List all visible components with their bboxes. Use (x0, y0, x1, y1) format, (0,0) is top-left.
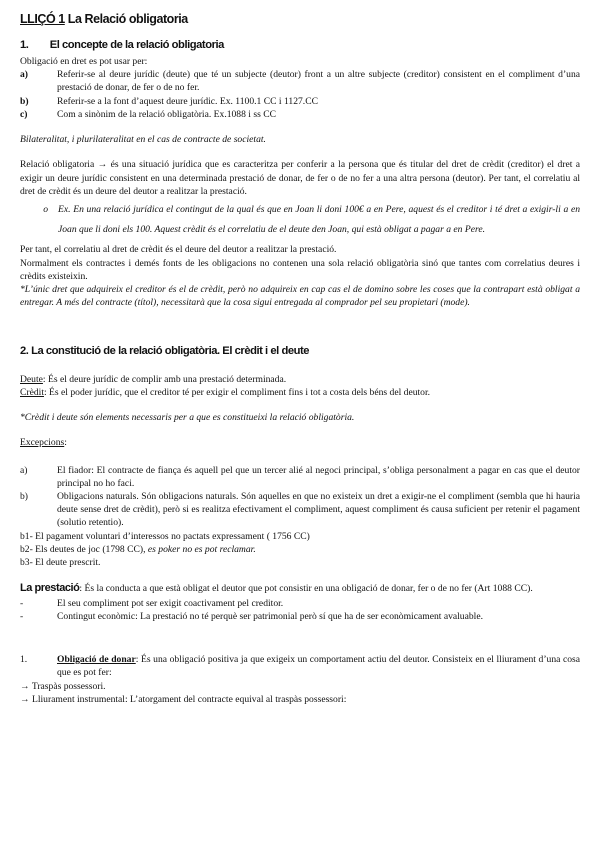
obligacio-donar-text: : És una obligació positiva ja que exigeix un comportament actiu del deutor. Consisteix en el lliurament d’una cosa que es pot fer: (57, 654, 580, 679)
s1-note: *L’únic dret que adquireix el creditor és el de crèdit, però no adquireix en cap cas el de domino sobre les coses que la contrapart està obligat a entregar. A més del contracte (títol), necessitarà que la cosa sigui entregada al comprador pel seu propietari (mode). (20, 284, 580, 309)
lesson-title (20, 12, 580, 27)
bullet-text: El seu compliment pot ser exigit coactivament pel creditor. (57, 597, 284, 609)
spacer (20, 399, 580, 411)
s1-example-bullet: o (43, 204, 48, 216)
spacer (20, 424, 580, 436)
spacer (20, 623, 580, 653)
section-2-heading: 2. La constitució de la relació obligatòria. El crèdit i el deute (20, 344, 310, 357)
prestacio-bullet-2 (20, 610, 580, 623)
exception-a-marker: a) (20, 464, 28, 476)
spacer (20, 146, 580, 158)
credit-label: Crèdit (20, 386, 44, 398)
exception-b1: b1- El pagament voluntari d’interessos no pactats expressament ( 1756 CC) (20, 530, 310, 542)
exception-b-text: Obligacions naturals. Són obligacions naturals. Són aquelles en que no existeix un dret a exigir-ne el compliment (sembla que hi hauria deute sense dret de crèdit), però si es realitza efectivament el compliment, aquest compliment és causa suficient per retenir el pagament (solutio retentio). (57, 491, 580, 529)
exception-b2 (20, 543, 580, 556)
arrow-traspas: → Traspàs possessori. (20, 680, 106, 692)
s1-item-c-marker: c) (20, 108, 28, 120)
s1-item-a-text: Referir-se al deure jurídic (deute) que té un subjecte (deutor) front a un altre subjecte (creditor) consistent en el compliment d’una prestació de donar, de fer o de no fer. (57, 69, 580, 94)
s1-item-c-text: Com a sinònim de la relació obligatòria. Ex.1088 i ss CC (57, 108, 277, 120)
s1-bilateral: Bilateralitat, i plurilateralitat en el cas de contracte de societat. (20, 134, 266, 146)
excepcions-colon: : (64, 437, 67, 449)
exception-b-marker: b) (20, 491, 28, 502)
obligacio-donar (20, 653, 580, 679)
exception-b2-text: b2- Els deutes de joc (1798 CC), (20, 543, 148, 555)
s1-item-a (20, 68, 580, 94)
lesson-title-text: La Relació obligatoria (64, 12, 188, 26)
bullet-marker: - (20, 597, 24, 609)
s1-item-b-text: Referir-se a la font d’aquest deure jurídic. Ex. 1100.1 CC i 1127.CC (57, 95, 318, 107)
section-1-heading: 1. El concepte de la relació obligatoria (20, 39, 224, 51)
spacer (20, 569, 580, 581)
exception-b3: b3- El deute prescrit. (20, 557, 101, 569)
obligacio-donar-body (57, 653, 580, 679)
exception-a (20, 464, 580, 490)
bullet-text: Contingut econòmic: La prestació no té perquè ser patrimonial però sí que ha de ser econòmicament avaluable. (57, 610, 483, 622)
s2-credit (20, 386, 580, 399)
s1-definition: Relació obligatoria → és una situació jurídica que es caracteritza per conferir a la persona que és titular del dret de crèdit (creditor) el dret a exigir un deure jurídic consistent en una determinada prestació de donar, de fer o de no fer a una altra persona (deutor). Per tant, el correlatiu al dret de crèdit és un deure del deutor a realitzar la prestació. (20, 159, 580, 197)
excepcions-label: Excepcions (20, 437, 65, 449)
prestacio-text: : És la conducta a que està obligat el deutor que pot consistir en una obligació de donar, fer o de no fer (Art 1088 CC). (79, 583, 533, 595)
deute-text: : És el deure jurídic de complir amb una prestació determinada. (42, 373, 287, 385)
s1-item-c (20, 108, 580, 121)
spacer (20, 121, 580, 133)
s1-item-a-marker: a) (20, 69, 28, 81)
deute-label: Deute (20, 373, 43, 385)
bullet-marker: - (20, 610, 24, 622)
s2-prestacio (20, 581, 580, 596)
spacer (20, 450, 580, 464)
lesson-number: LLIÇÓ 1 (20, 12, 65, 26)
prestacio-label: La prestació (20, 582, 80, 595)
credit-text: : És el poder jurídic, que el creditor té per exigir el compliment fins i tot a costa dels béns del deutor. (43, 386, 431, 398)
exception-b2-italic: es poker no es pot reclamar. (147, 543, 256, 555)
exception-a-text: El fiador: El contracte de fiança és aquell pel que un tercer alié al negoci principal, s’obliga personalment a pagar en cas que el deutor principal no ho faci. (57, 464, 580, 489)
s1-intro: Obligació en dret es pot usar per: (20, 56, 148, 67)
s1-correlatiu: Per tant, el correlatiu al dret de crèdit és el deure del deutor a realitzar la prestació. (20, 244, 337, 256)
prestacio-bullet-1 (20, 597, 580, 610)
s1-example (20, 200, 580, 239)
obligacio-donar-label: Obligació de donar (57, 654, 136, 666)
s1-normalment: Normalment els contractes i demés fonts de les obligacions no contenen una sola relació obligatòria sinó que tantes com correlatius deures i crèdits existeixin. (20, 257, 580, 282)
arrow-lliurament: → Lliurament instrumental: L’atorgament del contracte equival al traspàs possessori: (20, 693, 347, 705)
s1-item-b-marker: b) (20, 95, 29, 107)
exception-b (20, 490, 580, 530)
s2-note: *Crèdit i deute són elements necessaris per a que es constitueixi la relació obligatòria. (20, 412, 355, 424)
spacer (20, 310, 580, 340)
s1-item-b (20, 95, 580, 108)
s2-deute (20, 373, 580, 386)
spacer (20, 361, 580, 373)
s2-excepcions (20, 436, 580, 449)
s1-example-text: Ex. En una relació jurídica el contingut de la qual és que en Joan li doni 100€ a en Pere, aquest és el creditor i té dret a exigir-li a en Joan que li doni els 100. Aquest crèdit és el correlatiu de el deute den Joan, qui està obligat a pagar a en Pere. (58, 204, 580, 235)
obligacio-donar-marker: 1. (20, 654, 28, 666)
